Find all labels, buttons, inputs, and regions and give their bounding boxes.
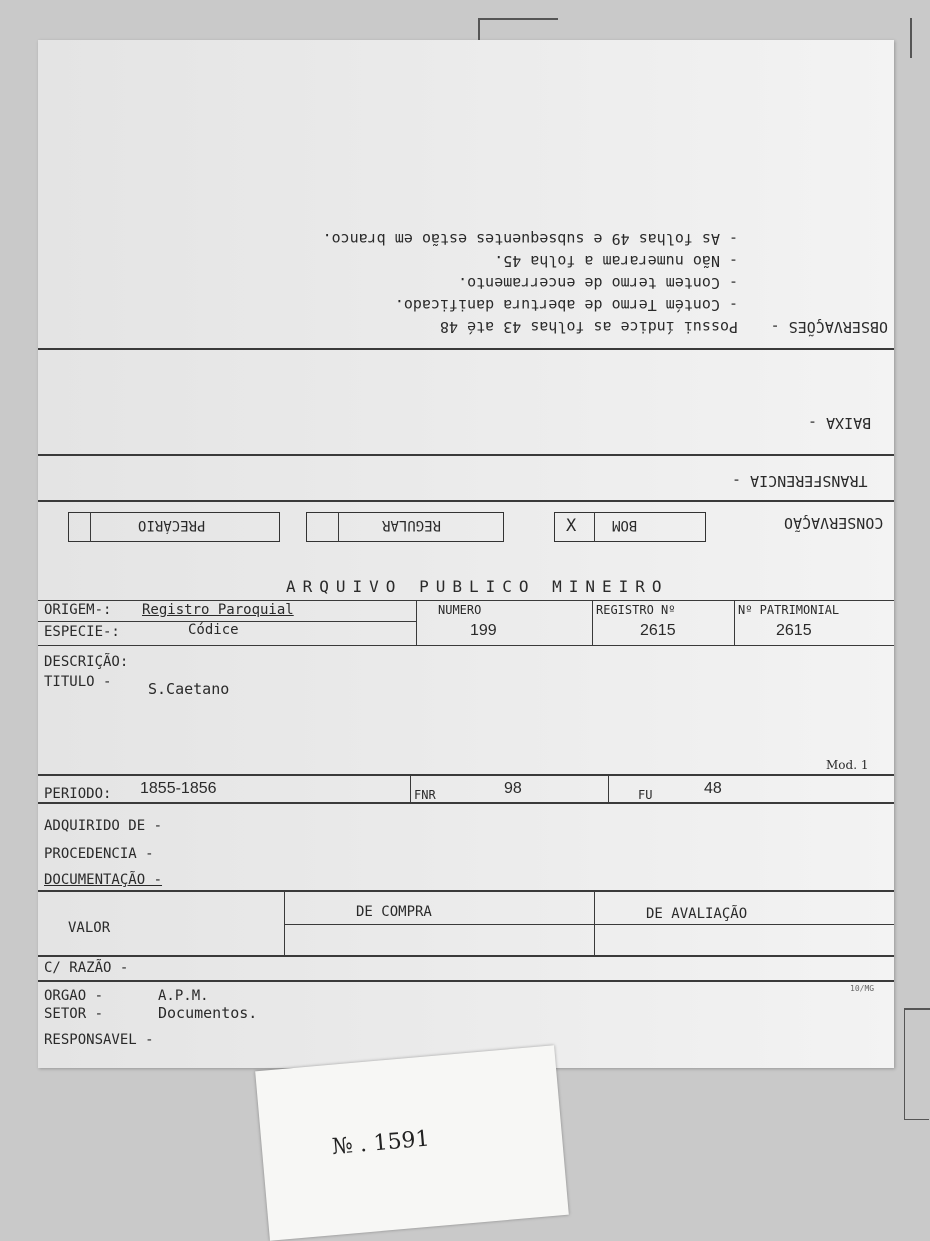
patrimonial-label: Nº PATRIMONIAL (738, 603, 840, 617)
numero-value: 199 (470, 622, 497, 639)
de-avaliacao-label: DE AVALIAÇÃO (646, 906, 748, 922)
side-tab (904, 1008, 929, 1120)
titulo-label: TITULO - (44, 674, 112, 690)
bom-checkmark: X (566, 516, 577, 536)
registro-value: 2615 (640, 622, 676, 639)
divider-valor (38, 955, 894, 957)
precario-box-divider (90, 512, 91, 542)
origem-label: ORIGEM-: (44, 602, 112, 618)
archive-record-card (38, 40, 894, 1068)
titulo-value: S.Caetano (148, 680, 230, 698)
razao-label: C/ RAZÃO - (44, 960, 129, 976)
fnr-label: FNR (414, 788, 436, 802)
top-bracket-mark (478, 18, 558, 20)
col-divider-1 (416, 600, 417, 646)
observations-line-5: - As folhas 49 e subsequentes estão em branco. (322, 230, 738, 248)
bom-label: BOM (612, 517, 638, 533)
especie-label: ESPECIE-: (44, 624, 120, 640)
descricao-label: DESCRIÇÃO: (44, 654, 129, 670)
periodo-col-divider-1 (410, 776, 411, 802)
fu-label: FU (638, 788, 653, 802)
bom-box-divider (594, 512, 595, 542)
divider-transferencia (38, 500, 894, 502)
valor-col-divider-2 (594, 890, 595, 956)
baixa-label: BAIXA - (808, 414, 872, 432)
fu-value: 48 (704, 780, 722, 797)
registro-label: REGISTRO Nº (596, 603, 676, 617)
responsavel-label: RESPONSAVEL - (44, 1032, 154, 1048)
precario-label: PRECÁRIO (138, 517, 206, 533)
setor-label: SETOR - (44, 1006, 104, 1022)
divider-observations (38, 348, 894, 350)
right-edge-mark (910, 18, 912, 58)
procedencia-label: PROCEDENCIA - (44, 846, 154, 862)
documentacao-label: DOCUMENTAÇÃO - (44, 872, 163, 888)
observations-block (188, 228, 888, 338)
slip-number: № . 1591 (330, 1126, 431, 1160)
divider-origem (38, 621, 416, 622)
periodo-col-divider-2 (608, 776, 609, 802)
fnr-value: 98 (504, 780, 522, 797)
observations-line-4: - Não numeraram a folha 45. (494, 252, 738, 270)
valor-subdivider (284, 924, 894, 925)
divider-documentacao (38, 890, 894, 892)
divider-especie (38, 645, 894, 646)
divider-baixa (38, 454, 894, 456)
conservacao-label: CONSERVAÇÃO (784, 514, 884, 532)
adquirido-label: ADQUIRIDO DE - (44, 818, 163, 834)
especie-value: Códice (188, 622, 239, 638)
divider-razao (38, 980, 894, 982)
observations-line-2: - Contém Termo de abertura danificado. (394, 296, 738, 314)
observations-line-3: - Contem termo de encerramento. (458, 274, 738, 292)
orgao-value: A.P.M. (158, 988, 209, 1004)
valor-label: VALOR (68, 920, 111, 936)
top-bracket-mark-vertical (478, 18, 480, 40)
corner-code: 10/MG (850, 984, 875, 993)
transferencia-label: TRANSFERENCIA - (732, 472, 868, 490)
archive-title: ARQUIVO PUBLICO MINEIRO (286, 577, 669, 596)
model-number: Mod. 1 (826, 758, 869, 772)
col-divider-3 (734, 600, 735, 646)
orgao-label: ORGAO - (44, 988, 104, 1004)
numero-label: NUMERO (438, 603, 482, 617)
de-compra-label: DE COMPRA (356, 904, 432, 920)
valor-col-divider-1 (284, 890, 285, 956)
observations-line-1: Possui índice as folhas 43 até 48 (439, 318, 738, 336)
divider-periodo (38, 802, 894, 804)
periodo-value: 1855-1856 (140, 780, 217, 797)
divider-titulo (38, 774, 894, 776)
setor-value: Documentos. (158, 1004, 258, 1022)
regular-box-divider (338, 512, 339, 542)
patrimonial-value: 2615 (776, 622, 812, 639)
origem-value: Registro Paroquial (142, 602, 294, 618)
periodo-label: PERIODO: (44, 786, 112, 802)
col-divider-2 (592, 600, 593, 646)
divider-header (38, 600, 894, 601)
number-slip (255, 1045, 569, 1240)
regular-label: REGULAR (382, 517, 442, 533)
observations-label: OBSERVAÇÕES - (770, 318, 888, 336)
